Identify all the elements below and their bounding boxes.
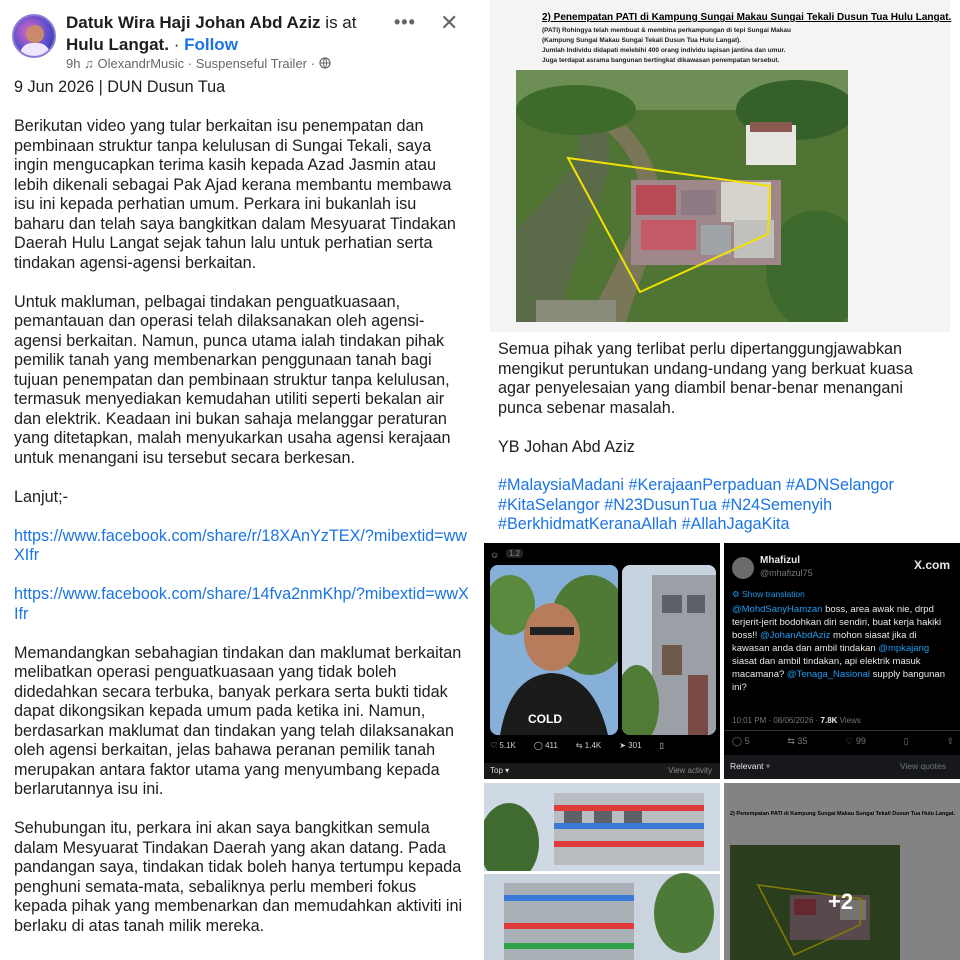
svg-text:COLD: COLD bbox=[528, 712, 562, 726]
date-line: 9 Jun 2026 | DUN Dusun Tua bbox=[14, 78, 226, 96]
video-stats bbox=[490, 741, 716, 750]
sort-top[interactable]: Top bbox=[490, 766, 503, 775]
view-activity-link[interactable]: View activity bbox=[668, 766, 712, 775]
repost-count[interactable]: ⇆ 1.4K bbox=[575, 741, 602, 750]
relevant-sort[interactable]: Relevant bbox=[730, 761, 764, 771]
x-text-part: mohon siasat jika di kawasan anda dan ambil tindakan bbox=[732, 630, 917, 654]
document-image[interactable] bbox=[490, 0, 950, 332]
post-body bbox=[14, 78, 469, 956]
x-handle[interactable]: @mhafizul75 bbox=[760, 568, 813, 578]
mention[interactable]: @MohdSanyHamzan bbox=[732, 604, 823, 615]
x-footer: Relevant ▾ View quotes bbox=[724, 755, 960, 779]
hashtags[interactable]: #MalaysiaMadani #KerajaanPerpaduan #ADNSelangor #KitaSelangor #N23DusunTua #N24Semenyih #BerkhidmatKeranaAllah #AllahJagaKita bbox=[498, 476, 894, 533]
avatar-face bbox=[26, 25, 44, 43]
x-display-name[interactable]: Mhafizul bbox=[760, 555, 800, 566]
repost-count-x: 35 bbox=[797, 736, 808, 746]
document-line: (PATI) Rohingya telah membuat & membina perkampungan di tepi Sungai Makau bbox=[542, 27, 791, 34]
follow-button[interactable]: Follow bbox=[184, 35, 238, 54]
building-video-frame[interactable] bbox=[622, 565, 716, 735]
x-views-count: 7.8K bbox=[820, 716, 838, 725]
x-avatar bbox=[732, 557, 754, 579]
share-link-1[interactable]: https://www.facebook.com/share/r/18XAnYzTEX/?mibextid=wwXIfr bbox=[14, 526, 467, 564]
share-count[interactable]: ➤ 301 bbox=[619, 741, 642, 750]
author-name[interactable]: Datuk Wira Haji Johan Abd Aziz bbox=[66, 13, 321, 32]
is-at-text: is at bbox=[325, 13, 357, 32]
like-count[interactable]: ♡ 5.1K bbox=[490, 741, 516, 750]
bookmark-button[interactable]: ▯ bbox=[903, 736, 909, 746]
lanjut-text: Lanjut;- bbox=[14, 487, 68, 506]
x-brand: X.com bbox=[913, 558, 950, 572]
post-paragraph-3: Memandangkan sebahagian tindakan dan maklumat berkaitan melibatkan operasi penguatkuasaan yang tidak boleh didedahkan secara terbuka, banyak perkara serta bukti tidak dapat dikongsikan kepada umum pada ketika ini. Namun, berdasarkan maklumat dan tindakan yang telah dilaksanakan oleh agensi berkaitan, jelas bahawa peranan pemilik tanah merupakan antara faktor utama yang menyumbang kepada berlarutannya isu ini. bbox=[14, 643, 462, 798]
location-link[interactable]: Hulu Langat. bbox=[66, 35, 169, 54]
media-column bbox=[480, 0, 960, 960]
divider bbox=[724, 730, 960, 731]
x-timestamp-row bbox=[732, 716, 861, 725]
mention[interactable]: @Tenaga_Nasional bbox=[786, 669, 870, 680]
like-button[interactable]: ♡ 99 bbox=[845, 736, 866, 746]
mention[interactable]: @mpkajang bbox=[878, 643, 930, 654]
show-translation-link[interactable] bbox=[732, 589, 805, 600]
reply-count: 5 bbox=[744, 736, 750, 746]
globe-icon bbox=[319, 56, 331, 71]
building-photos[interactable] bbox=[484, 783, 720, 960]
x-views-label: Views bbox=[837, 716, 861, 725]
post-paragraph-5: Semua pihak yang terlibat perlu dipertanggungjawabkan mengikut peruntukan undang-undang yang berkuat kuasa agar penyelesaian yang diambil benar-benar menangani punca sebenar masalah. bbox=[498, 340, 913, 417]
translate-icon: ⚙ bbox=[732, 589, 740, 599]
reply-button[interactable]: ◯ 5 bbox=[732, 736, 750, 746]
more-photos-thumbnail[interactable] bbox=[724, 783, 960, 960]
x-action-bar bbox=[732, 736, 954, 747]
x-post-text bbox=[732, 603, 954, 694]
show-translation-text: Show translation bbox=[742, 589, 805, 599]
comment-count[interactable]: ◯ 411 bbox=[533, 741, 558, 750]
views-badge: 1.2 bbox=[506, 549, 523, 558]
like-count-text: 5.1K bbox=[499, 741, 516, 750]
music-note-icon: ♫ bbox=[84, 56, 94, 71]
emoji-icon: ☺ bbox=[490, 550, 500, 560]
mention[interactable]: @JohanAbdAziz bbox=[760, 630, 831, 641]
post-paragraph-1: Berikutan video yang tular berkaitan isu penempatan dan pembinaan struktur tanpa kelulusan di Sungai Tekali, saya ingin mengucapkan terima kasih kepada Azad Jasmin atau lebih dikenali sebagai Pak Ajad kerana membantu membawa isu ini kepada perhatian umum. Perkara ini bukanlah isu baharu dan telah saya bangkitkan dalam Mesyuarat Tindakan Daerah Hulu Langat sejak tahun lalu untuk perhatian serta tindakan agensi-agensi berkaitan. bbox=[14, 117, 456, 272]
close-icon[interactable]: ✕ bbox=[440, 10, 459, 35]
more-count-label: +2 bbox=[828, 889, 854, 914]
x-text-part: boss, area awak nie, drpd terjerit-jerit bodohkan diri sendiri, buat kerja hakiki boss!! bbox=[732, 604, 942, 641]
author-avatar[interactable] bbox=[12, 14, 56, 58]
x-timestamp: 10:01 PM · 08/06/2026 · bbox=[732, 716, 819, 725]
more-overlay bbox=[724, 783, 960, 960]
post-time[interactable]: 9h bbox=[66, 56, 81, 71]
bookmark-icon[interactable]: ▯ bbox=[659, 741, 664, 750]
post-meta bbox=[66, 56, 331, 71]
post-caption bbox=[498, 340, 948, 477]
music-credit[interactable]: OlexandrMusic · Suspenseful Trailer · bbox=[97, 56, 315, 71]
x-text-part: siasat dan ambil tindakan, api elektrik masuk macamana? bbox=[732, 656, 921, 680]
document-line: Juga terdapat asrama bangunan bertingkat dikawasan penempatan tersebut. bbox=[542, 57, 780, 64]
share-count-text: 301 bbox=[628, 741, 642, 750]
video-thumbnail[interactable] bbox=[484, 543, 720, 779]
view-quotes-link[interactable]: View quotes bbox=[899, 761, 946, 771]
share-link-2[interactable]: https://www.facebook.com/share/14fva2nmKhp/?mibextid=wwXIfr bbox=[14, 585, 469, 623]
repost-button[interactable]: ⇆ 35 bbox=[787, 736, 808, 746]
signature: YB Johan Abd Aziz bbox=[498, 437, 635, 456]
post-header bbox=[66, 12, 396, 56]
post-paragraph-2: Untuk makluman, pelbagai tindakan penguatkuasaan, pemantauan dan operasi telah dilaksanakan oleh agensi-agensi berkaitan. Namun, punca utama ialah tindakan pihak pemilik tanah yang membenarkan penggunaan tanah bagi tujuan penempatan dan pembinaan struktur tanpa kelulusan, termasuk menyediakan kemudahan utiliti seperti bekalan air dan elektrik. Keadaan ini bukan sahaja melanggar peraturan yang ditetapkan, malah menyukarkan usaha agensi kerajaan untuk menangani isu tersebut secara berkesan. bbox=[14, 292, 451, 467]
selfie-video-frame[interactable] bbox=[490, 565, 618, 735]
aerial-photo bbox=[516, 70, 848, 322]
x-text-part: supply bangunan ini? bbox=[732, 669, 945, 693]
share-icon[interactable]: ⇪ bbox=[946, 736, 954, 746]
x-post-screenshot[interactable] bbox=[724, 543, 960, 779]
more-options-icon[interactable]: ••• bbox=[394, 12, 416, 32]
video-footer: Top ▾ View activity bbox=[484, 763, 720, 779]
repost-count-text: 1.4K bbox=[584, 741, 602, 750]
separator-dot: · bbox=[173, 35, 180, 54]
mini-document-title: 2) Penempatan PATI di Kampung Sungai Makau Sungai Tekali Dusun Tua Hulu Langat. bbox=[730, 811, 956, 817]
like-count-x: 99 bbox=[855, 736, 866, 746]
document-line: (Kampung Sungai Makau Sungai Tekali Dusun Tua Hulu Langat). bbox=[542, 37, 742, 44]
document-line: Jumlah Individu didapati melebihi 400 orang individu lapisan jantina dan umur. bbox=[542, 47, 786, 54]
post-paragraph-4: Sehubungan itu, perkara ini akan saya bangkitkan semula dalam Mesyuarat Tindakan Daerah yang akan datang. Pada pandangan saya, tindakan tidak boleh hanya tertumpu kepada penghuni semata-mata, sebaliknya perlu memberi fokus kepada pihak yang membenarkan dan memudahkan aktiviti ini berlaku di atas tanah milik mereka. bbox=[14, 819, 463, 935]
document-title: 2) Penempatan PATI di Kampung Sungai Makau Sungai Tekali Dusun Tua Hulu Langat. bbox=[542, 12, 952, 23]
avatar-body bbox=[20, 43, 50, 58]
comment-count-text: 411 bbox=[545, 741, 558, 750]
